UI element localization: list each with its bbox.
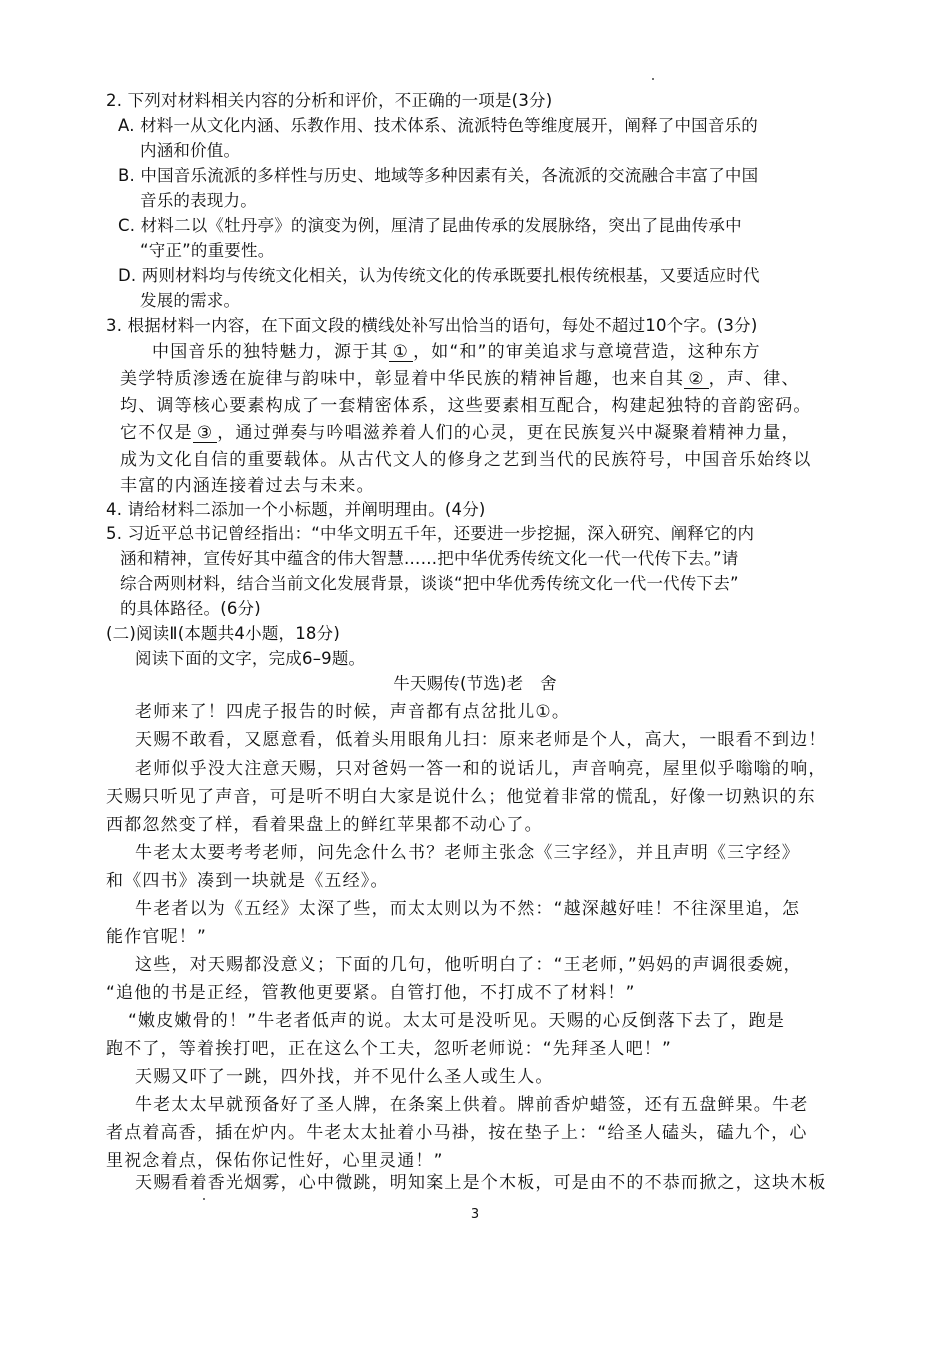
story-paragraph: 牛老者以为《五经》太深了些，而太太则以为不然：“越深越好哇！不往深里追，怎	[135, 899, 801, 919]
story-paragraph-cont: 里祝念着点，保佑你记性好，心里灵通！”	[106, 1151, 444, 1171]
q3-text: 中国音乐的独特魅力，源于其	[152, 342, 389, 362]
q3-text: 它不仅是	[120, 423, 193, 443]
q2-option-b: B. 中国音乐流派的多样性与历史、地域等多种因素有关，各流派的交流融合丰富了中国	[118, 166, 759, 185]
q5-stem-cont: 综合两则材料，结合当前文化发展背景，谈谈“把中华优秀传统文化一代一代传下去”	[120, 574, 739, 593]
q3-blank-1: ①	[389, 343, 413, 362]
q2-stem: 2. 下列对材料相关内容的分析和评价，不正确的一项是(3分)	[106, 91, 553, 110]
story-paragraph-cont: 西都忽然变了样，看着果盘上的鲜红苹果都不动心了。	[106, 815, 543, 835]
story-paragraph: 牛老太太早就预备好了圣人牌，在条案上供着。牌前香炉蜡签，还有五盘鲜果。牛老	[135, 1095, 809, 1115]
q3-passage-line-5: 成为文化自信的重要载体。从古代文人的修身之艺到当代的民族符号，中国音乐始终以	[120, 450, 812, 470]
scan-speck	[652, 78, 654, 80]
story-paragraph: 天赐看着香光烟雾，心中微跳，明知案上是个木板，可是由不的不恭而掀之，这块木板	[135, 1173, 827, 1193]
scan-speck	[203, 1198, 205, 1200]
q3-text: 美学特质渗透在旋律与韵味中，彰显着中华民族的精神旨趣，也来自其	[120, 369, 685, 389]
story-paragraph: 牛老太太要考考老师，问先念什么书？老师主张念《三字经》，并且声明《三字经》	[135, 843, 800, 863]
story-paragraph: 天赐不敢看，又愿意看，低着头用眼角儿扫：原来老师是个人，高大，一眼看不到边！	[135, 730, 827, 750]
q5-stem-cont: 涵和精神，宣传好其中蕴含的伟大智慧……把中华优秀传统文化一代一代传下去。”请	[120, 549, 739, 568]
q2-option-b-cont: 音乐的表现力。	[140, 191, 257, 210]
q3-text: ，声、律、	[708, 369, 800, 389]
page-number: 3	[470, 1207, 480, 1222]
section-heading: (二)阅读Ⅱ(本题共4小题，18分)	[106, 624, 340, 643]
q2-option-c: C. 材料二以《牡丹亭》的演变为例，厘清了昆曲传承的发展脉络，突出了昆曲传承中	[118, 216, 742, 235]
q2-option-a-cont: 内涵和价值。	[140, 141, 241, 160]
story-paragraph: 天赐又吓了一跳，四外找，并不见什么圣人或生人。	[135, 1067, 554, 1087]
story-paragraph-cont: 者点着高香，插在炉内。牛老太太扯着小马褂，按在垫子上：“给圣人磕头，磕九个，心	[106, 1123, 808, 1143]
q2-option-d-cont: 发展的需求。	[140, 291, 241, 310]
story-paragraph-cont: “追他的书是正经，管教他更要紧。自管打他，不打成不了材料！”	[106, 983, 636, 1003]
q3-blank-2: ②	[684, 370, 708, 389]
q3-blank-3: ③	[193, 424, 217, 443]
q2-option-c-cont: “守正”的重要性。	[140, 241, 275, 260]
q3-text: ，通过弹奏与吟唱滋养着人们的心灵，更在民族复兴中凝聚着精神力量，	[217, 423, 800, 443]
q2-option-d: D. 两则材料均与传统文化相关，认为传统文化的传承既要扎根传统根基，又要适应时代	[118, 266, 760, 285]
q3-passage-line-2	[120, 369, 800, 389]
story-paragraph: 老师似乎没大注意天赐，只对爸妈一答一和的说话儿，声音响亮，屋里似乎嗡嗡的响，	[135, 759, 827, 779]
q3-passage-line-1	[152, 342, 761, 362]
q3-passage-line-3: 均、调等核心要素构成了一套精密体系，这些要素相互配合，构建起独特的音韵密码。	[120, 396, 812, 416]
q3-passage-line-6: 丰富的内涵连接着过去与未来。	[120, 476, 375, 496]
story-paragraph-cont: 能作官呢！”	[106, 927, 208, 947]
story-paragraph: 老师来了！四虎子报告的时候，声音都有点岔批儿①。	[135, 702, 571, 722]
section-instruction: 阅读下面的文字，完成6–9题。	[135, 649, 366, 668]
q5-stem-cont: 的具体路径。(6分)	[120, 599, 261, 618]
story-paragraph: “嫩皮嫩骨的！”牛老者低声的说。太太可是没听见。天赐的心反倒落下去了，跑是	[128, 1011, 786, 1031]
q4-stem: 4. 请给材料二添加一个小标题，并阐明理由。(4分)	[106, 500, 486, 519]
q3-stem: 3. 根据材料一内容，在下面文段的横线处补写出恰当的语句，每处不超过10个字。(3分)	[106, 316, 758, 335]
passage-title: 牛天赐传(节选)老 舍	[393, 674, 557, 693]
story-paragraph: 这些，对天赐都没意义；下面的几句，他听明白了：“王老师，”妈妈的声调很委婉，	[135, 955, 802, 975]
q2-option-a: A. 材料一从文化内涵、乐教作用、技术体系、流派特色等维度展开，阐释了中国音乐的	[118, 116, 758, 135]
q3-text: ，如“和”的审美追求与意境营造，这种东方	[413, 342, 761, 362]
story-paragraph-cont: 和《四书》凑到一块就是《五经》。	[106, 871, 389, 891]
story-paragraph-cont: 跑不了，等着挨打吧，正在这么个工夫，忽听老师说：“先拜圣人吧！”	[106, 1039, 673, 1059]
q3-passage-line-4	[120, 423, 800, 443]
story-paragraph-cont: 天赐只听见了声音，可是听不明白大家是说什么；他觉着非常的慌乱，好像一切熟识的东	[106, 787, 816, 807]
q5-stem: 5. 习近平总书记曾经指出：“中华文明五千年，还要进一步挖掘，深入研究、阐释它的内	[106, 524, 755, 543]
